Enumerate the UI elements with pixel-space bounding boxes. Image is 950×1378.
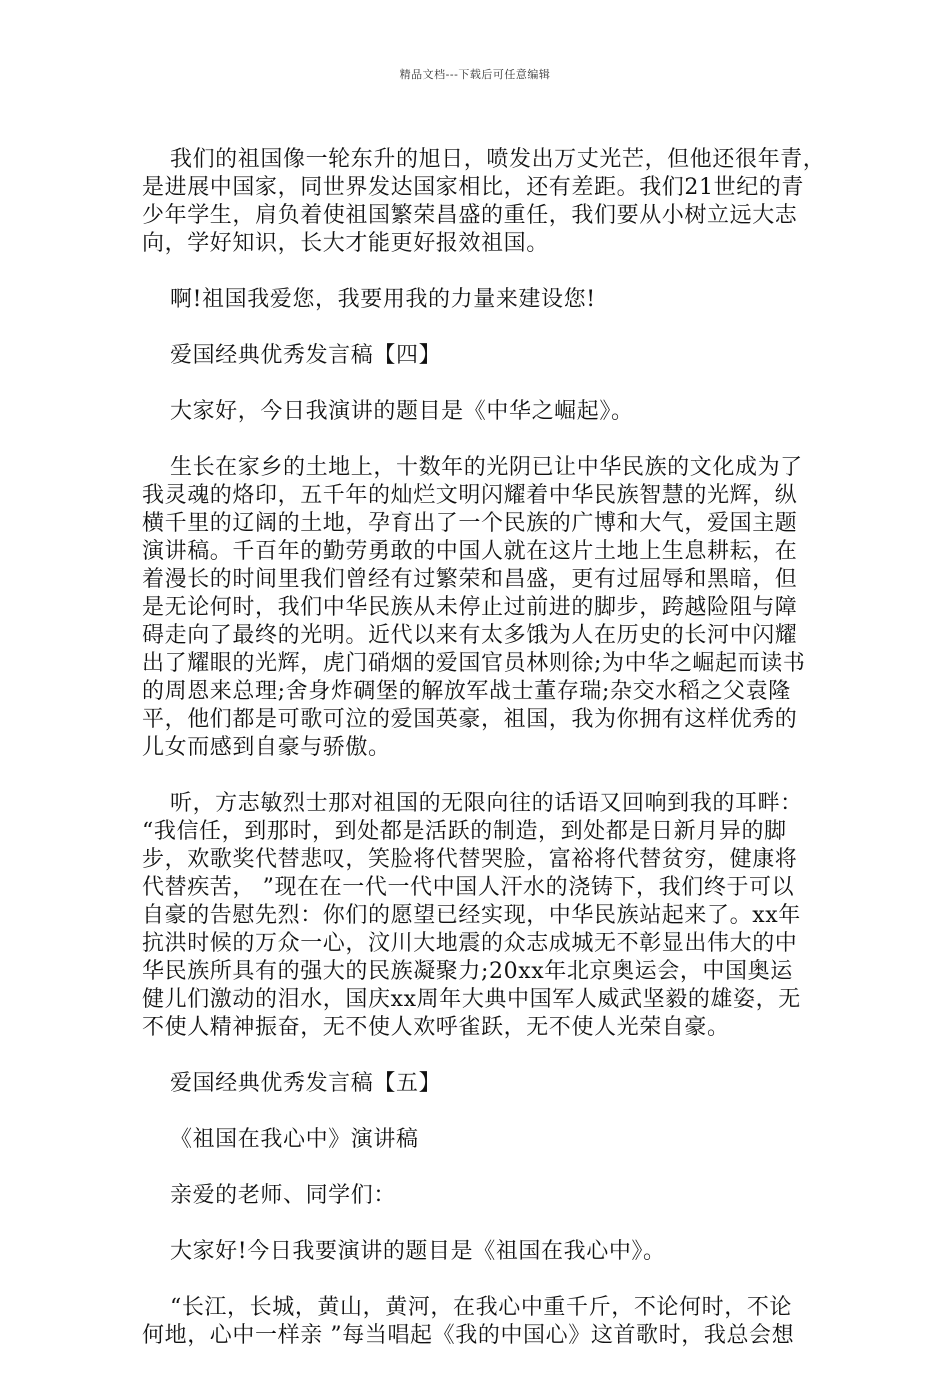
- paragraph-line: [142, 1238, 812, 1266]
- text-line: 何地，心中一样亲 ”每当唱起《我的中国心》这首歌时，我总会想: [142, 1323, 795, 1348]
- text-line: 生长在家乡的土地上，十数年的光阴已让中华民族的文化成为了: [169, 455, 803, 480]
- text-line: 自豪的告慰先烈：你们的愿望已经实现，中华民族站起来了。xx年: [142, 903, 801, 928]
- paragraph: [142, 790, 812, 1042]
- text-line: 不使人精神振奋，无不使人欢呼雀跃，无不使人光荣自豪。: [142, 1015, 730, 1040]
- text-line: 平，他们都是可歌可泣的爱国英豪，祖国，我为你拥有这样优秀的: [142, 707, 798, 732]
- text-line: “长江，长城，黄山，黄河，在我心中重千斤，不论何时，不论: [169, 1295, 793, 1320]
- paragraph: [142, 1294, 812, 1350]
- paragraph: [142, 146, 826, 258]
- page-header: 精品文档---下载后可任意编辑: [399, 68, 551, 81]
- text-line: 啊!祖国我爱您，我要用我的力量来建设您!: [169, 287, 596, 312]
- text-line: 是无论何时，我们中华民族从未停止过前进的脚步，跨越险阻与障: [142, 595, 798, 620]
- document-body: [142, 146, 826, 1378]
- text-line: 亲爱的老师、同学们：: [169, 1183, 396, 1208]
- paragraph-line: [142, 1182, 812, 1210]
- text-line: 碍走向了最终的光明。近代以来有太多饿为人在历史的长河中闪耀: [142, 623, 798, 648]
- text-line: 爱国经典优秀发言稿【五】: [169, 1071, 442, 1096]
- text-line: 向，学好知识，长大才能更好报效祖国。: [142, 231, 549, 256]
- text-line: 听，方志敏烈士那对祖国的无限向往的话语又回响到我的耳畔：: [169, 791, 803, 816]
- text-line: 儿女而感到自豪与骄傲。: [142, 735, 391, 760]
- text-line: 演讲稿。千百年的勤劳勇敢的中国人就在这片土地上生息耕耘，在: [142, 539, 798, 564]
- paragraph-line: [142, 342, 812, 370]
- text-line: 我们的祖国像一轮东升的旭日，喷发出万丈光芒，但他还很年青，: [169, 147, 826, 172]
- text-line: 着漫长的时间里我们曾经有过繁荣和昌盛，更有过屈辱和黑暗，但: [142, 567, 798, 592]
- text-line: 我灵魂的烙印，五千年的灿烂文明闪耀着中华民族智慧的光辉，纵: [142, 483, 798, 508]
- text-line: 横千里的辽阔的土地，孕育出了一个民族的广博和大气，爱国主题: [142, 511, 798, 536]
- text-line: 少年学生，肩负着使祖国繁荣昌盛的重任，我们要从小树立远大志: [142, 203, 798, 228]
- text-line: 《祖国在我心中》演讲稿: [169, 1127, 419, 1152]
- text-line: “我信任，到那时，到处都是活跃的制造，到处都是日新月异的脚: [142, 819, 787, 844]
- text-line: 代替疾苦， ”现在在一代一代中国人汗水的浇铸下，我们终于可以: [142, 875, 795, 900]
- text-line: 大家好，今日我演讲的题目是《中华之崛起》。: [169, 399, 634, 424]
- paragraph-line: [142, 1126, 812, 1154]
- text-line: 大家好!今日我要演讲的题目是《祖国在我心中》。: [169, 1239, 666, 1264]
- paragraph-line: [142, 1070, 812, 1098]
- text-line: 爱国经典优秀发言稿【四】: [169, 343, 442, 368]
- text-line: 出了耀眼的光辉，虎门硝烟的爱国官员林则徐;为中华之崛起而读书: [142, 651, 806, 676]
- paragraph-line: [142, 398, 812, 426]
- text-line: 抗洪时候的万众一心，汶川大地震的众志成城无不彰显出伟大的中: [142, 931, 798, 956]
- text-line: 的周恩来总理;舍身炸碉堡的解放军战士董存瑞;杂交水稻之父袁隆: [142, 679, 791, 704]
- text-line: 健儿们激动的泪水，国庆xx周年大典中国军人威武坚毅的雄姿，无: [142, 987, 801, 1012]
- paragraph: [142, 454, 812, 762]
- text-line: 华民族所具有的强大的民族凝聚力;20xx年北京奥运会，中国奥运: [142, 959, 793, 984]
- paragraph-line: [142, 286, 812, 314]
- text-line: 是进展中国家，同世界发达国家相比，还有差距。我们21世纪的青: [142, 175, 804, 200]
- text-line: 步，欢歌奖代替悲叹，笑脸将代替哭脸，富裕将代替贫穷，健康将: [142, 847, 798, 872]
